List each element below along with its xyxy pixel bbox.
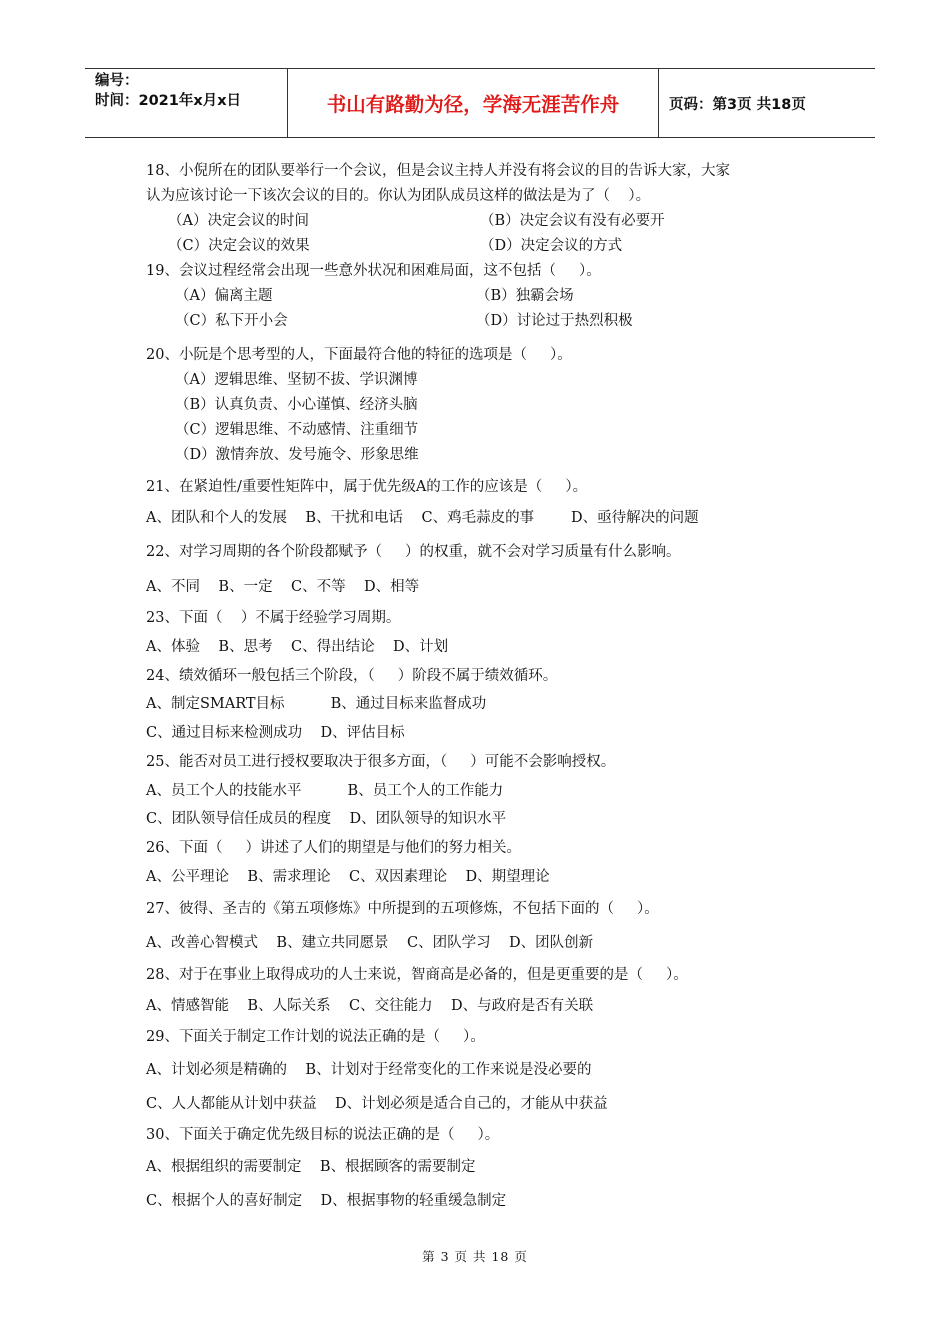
page-footer: 第 3 页 共 18 页 bbox=[422, 1249, 528, 1264]
q30-options-line2: C、根据个人的喜好制定 D、根据事物的轻重缓急制定 bbox=[146, 1193, 507, 1209]
q18-option-d: （D）决定会议的方式 bbox=[480, 238, 623, 254]
q18-option-b: （B）决定会议有没有必要开 bbox=[480, 213, 665, 229]
q27-stem: 27、彼得、圣吉的《第五项修炼》中所提到的五项修炼，不包括下面的（ ）。 bbox=[146, 901, 659, 917]
q20-stem: 20、小阮是个思考型的人，下面最符合他的特征的选项是（ ）。 bbox=[146, 347, 572, 363]
q18-stem-line2: 认为应该讨论一下该次会议的目的。你认为团队成员这样的做法是为了（ ）。 bbox=[146, 188, 651, 204]
q24-options-line2: C、通过目标来检测成功 D、评估目标 bbox=[146, 725, 405, 741]
page-header bbox=[85, 68, 875, 138]
q18-stem-line1: 18、小倪所在的团队要举行一个会议，但是会议主持人并没有将会议的目的告诉大家，大家 bbox=[146, 163, 730, 179]
q26-stem: 26、下面（ ）讲述了人们的期望是与他们的努力相关。 bbox=[146, 840, 521, 856]
header-motto: 书山有路勤为径，学海无涯苦作舟 bbox=[287, 69, 659, 137]
q24-stem: 24、绩效循环一般包括三个阶段，（ ）阶段不属于绩效循环。 bbox=[146, 668, 558, 684]
q25-options-line1: A、员工个人的技能水平 B、员工个人的工作能力 bbox=[146, 783, 504, 799]
q18-option-c: （C）决定会议的效果 bbox=[168, 238, 310, 254]
q26-options: A、公平理论 B、需求理论 C、双因素理论 D、期望理论 bbox=[146, 869, 550, 885]
q19-stem: 19、会议过程经常会出现一些意外状况和困难局面，这不包括（ ）。 bbox=[146, 263, 601, 279]
q27-options: A、改善心智模式 B、建立共同愿景 C、团队学习 D、团队创新 bbox=[146, 935, 594, 951]
q28-stem: 28、对于在事业上取得成功的人士来说，智商高是必备的，但是更重要的是（ ）。 bbox=[146, 967, 688, 983]
q20-option-d: （D）激情奔放、发号施令、形象思维 bbox=[175, 447, 419, 463]
q19-option-d: （D）讨论过于热烈积极 bbox=[476, 313, 633, 329]
q20-option-a: （A）逻辑思维、坚韧不拔、学识渊博 bbox=[175, 372, 418, 388]
q18-option-a: （A）决定会议的时间 bbox=[168, 213, 309, 229]
q19-option-b: （B）独霸会场 bbox=[476, 288, 574, 304]
q22-options: A、不同 B、一定 C、不等 D、相等 bbox=[146, 579, 420, 595]
q30-options-line1: A、根据组织的需要制定 B、根据顾客的需要制定 bbox=[146, 1159, 476, 1175]
q21-options: A、团队和个人的发展 B、干扰和电话 C、鸡毛蒜皮的事 D、亟待解决的问题 bbox=[146, 510, 699, 526]
q19-option-c: （C）私下开小会 bbox=[175, 313, 288, 329]
q21-stem: 21、在紧迫性/重要性矩阵中，属于优先级A的工作的应该是（ ）。 bbox=[146, 479, 588, 495]
q20-option-b: （B）认真负责、小心谨慎、经济头脑 bbox=[175, 397, 418, 413]
q28-options: A、情感智能 B、人际关系 C、交往能力 D、与政府是否有关联 bbox=[146, 998, 594, 1014]
header-meta bbox=[85, 69, 287, 137]
q23-options: A、体验 B、思考 C、得出结论 D、计划 bbox=[146, 639, 449, 655]
q29-options-line2: C、人人都能从计划中获益 D、计划必须是适合自己的，才能从中获益 bbox=[146, 1096, 608, 1112]
header-time-label: 时间：2021年x月x日 bbox=[95, 93, 242, 109]
q29-options-line1: A、计划必须是精确的 B、计划对于经常变化的工作来说是没必要的 bbox=[146, 1062, 592, 1078]
q25-options-line2: C、团队领导信任成员的程度 D、团队领导的知识水平 bbox=[146, 811, 507, 827]
q30-stem: 30、下面关于确定优先级目标的说法正确的是（ ）。 bbox=[146, 1127, 500, 1143]
q19-option-a: （A）偏离主题 bbox=[175, 288, 273, 304]
q20-option-c: （C）逻辑思维、不动感情、注重细节 bbox=[175, 422, 419, 438]
q25-stem: 25、能否对员工进行授权要取决于很多方面，（ ）可能不会影响授权。 bbox=[146, 754, 616, 770]
header-id-label: 编号： bbox=[95, 73, 139, 89]
q24-options-line1: A、制定SMART目标 B、通过目标来监督成功 bbox=[146, 696, 487, 712]
q23-stem: 23、下面（ ）不属于经验学习周期。 bbox=[146, 610, 401, 626]
q29-stem: 29、下面关于制定工作计划的说法正确的是（ ）。 bbox=[146, 1029, 485, 1045]
q22-stem: 22、对学习周期的各个阶段都赋予（ ）的权重，就不会对学习质量有什么影响。 bbox=[146, 544, 681, 560]
header-page-label: 页码：第3页 共18页 bbox=[669, 96, 806, 113]
